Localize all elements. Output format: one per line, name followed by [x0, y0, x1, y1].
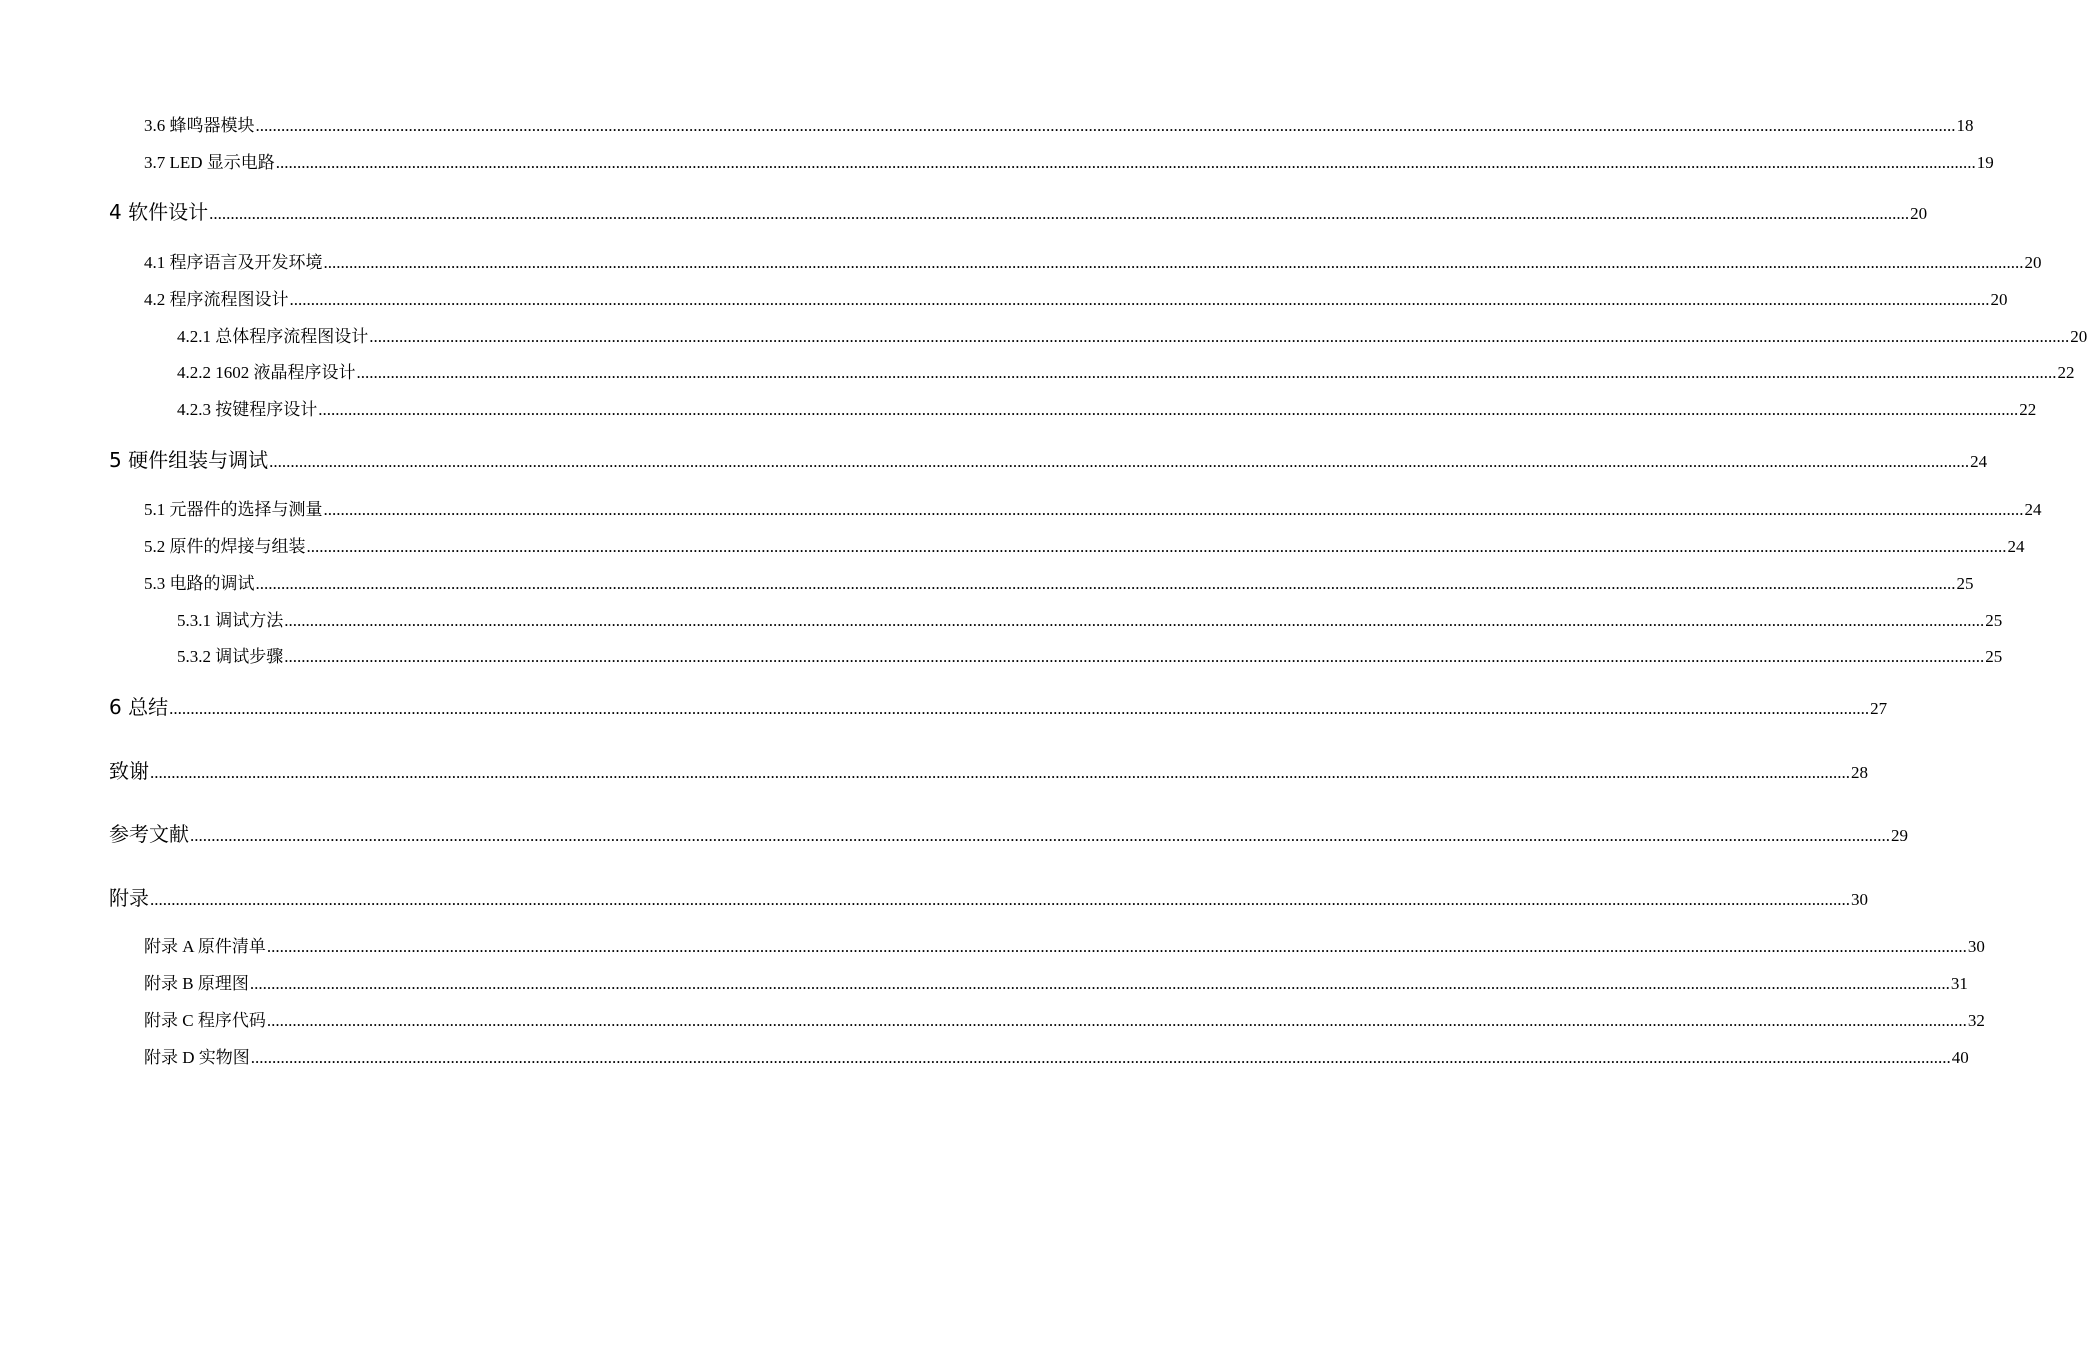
toc-entry-page: 25 — [1956, 574, 1974, 593]
dot-leader: ................................................................................................................................................................................................................................................................................................................................................................................................................ — [356, 363, 2057, 382]
toc-entry-label: 4.2.2 1602 液晶程序设计 — [177, 363, 356, 382]
toc-entry[interactable] — [0, 358, 2075, 383]
dot-leader: ................................................................................................................................................................................................................................................................................................................................................................................................................ — [150, 763, 1850, 782]
toc-entry-page: 27 — [1870, 699, 1888, 718]
toc-entry-page: 20 — [1910, 204, 1928, 223]
toc-entry[interactable] — [0, 755, 1868, 784]
dot-leader: ................................................................................................................................................................................................................................................................................................................................................................................................................ — [190, 826, 1890, 845]
toc-entry[interactable] — [0, 882, 1868, 911]
toc-entry-page: 19 — [1976, 153, 1994, 172]
toc-entry-label: 4 软件设计 — [109, 200, 209, 224]
dot-leader: ................................................................................................................................................................................................................................................................................................................................................................................................................ — [249, 974, 1950, 993]
toc-entry[interactable] — [0, 196, 1928, 225]
dot-leader: ................................................................................................................................................................................................................................................................................................................................................................................................................ — [269, 452, 1970, 471]
toc-entry[interactable] — [0, 148, 1994, 173]
toc-entry-page: 20 — [2024, 253, 2042, 272]
dot-leader: ................................................................................................................................................................................................................................................................................................................................................................................................................ — [266, 937, 1967, 956]
toc-entry-label: 参考文献 — [109, 822, 189, 846]
toc-entry-page: 32 — [1967, 1011, 1985, 1030]
toc-entry-label: 5.3.2 调试步骤 — [177, 647, 284, 666]
toc-entry-label: 附录 C 程序代码 — [144, 1011, 266, 1030]
toc-entry-label: 4.2.1 总体程序流程图设计 — [177, 327, 369, 346]
toc-entry-page: 31 — [1950, 974, 1968, 993]
toc-entry-page: 29 — [1891, 826, 1908, 845]
toc-entry[interactable] — [0, 1043, 1969, 1068]
toc-entry-label: 附录 — [109, 886, 149, 910]
toc-entry-label: 3.7 LED 显示电路 — [144, 153, 275, 172]
toc-entry-page: 24 — [2024, 500, 2042, 519]
toc-entry-label: 致谢 — [109, 759, 149, 783]
toc-entry-page: 24 — [2007, 537, 2025, 556]
toc-entry-page: 20 — [1990, 290, 2008, 309]
toc-entry[interactable] — [0, 1006, 1985, 1031]
toc-entry[interactable] — [0, 285, 2008, 310]
toc-entry[interactable] — [0, 248, 2042, 273]
dot-leader: ................................................................................................................................................................................................................................................................................................................................................................................................................ — [306, 537, 2007, 556]
toc-entry[interactable] — [0, 444, 1988, 473]
toc-entry[interactable] — [0, 642, 2003, 667]
toc-entry[interactable] — [0, 569, 1974, 594]
toc-entry-label: 3.6 蜂鸣器模块 — [144, 116, 255, 135]
toc-entry-label: 5.1 元器件的选择与测量 — [144, 500, 323, 519]
toc-entry-label: 5.3 电路的调试 — [144, 574, 255, 593]
toc-entry[interactable] — [0, 606, 2003, 631]
dot-leader: ................................................................................................................................................................................................................................................................................................................................................................................................................ — [150, 890, 1850, 909]
toc-entry-page: 18 — [1956, 116, 1974, 135]
dot-leader: ................................................................................................................................................................................................................................................................................................................................................................................................................ — [255, 574, 1956, 593]
toc-entry-page: 25 — [1985, 611, 2003, 630]
toc-entry[interactable] — [0, 322, 2087, 347]
toc-entry-label: 5 硬件组装与调试 — [109, 448, 269, 472]
dot-leader: ................................................................................................................................................................................................................................................................................................................................................................................................................ — [169, 699, 1870, 718]
dot-leader: ................................................................................................................................................................................................................................................................................................................................................................................................................ — [318, 400, 2019, 419]
toc-entry[interactable] — [0, 818, 1908, 847]
toc-entry-page: 28 — [1851, 763, 1868, 782]
dot-leader: ................................................................................................................................................................................................................................................................................................................................................................................................................ — [250, 1048, 1951, 1067]
toc-entry-page: 30 — [1851, 890, 1868, 909]
toc-entry-page: 22 — [2019, 400, 2037, 419]
toc-entry-label: 4.1 程序语言及开发环境 — [144, 253, 323, 272]
toc-entry-label: 5.2 原件的焊接与组装 — [144, 537, 306, 556]
toc-entry-label: 4.2 程序流程图设计 — [144, 290, 289, 309]
toc-entry-label: 附录 B 原理图 — [144, 974, 249, 993]
dot-leader: ................................................................................................................................................................................................................................................................................................................................................................................................................ — [275, 153, 1976, 172]
dot-leader: ................................................................................................................................................................................................................................................................................................................................................................................................................ — [255, 116, 1956, 135]
toc-entry[interactable] — [0, 395, 2037, 420]
toc-entry[interactable] — [0, 691, 1888, 720]
toc-entry-label: 附录 A 原件清单 — [144, 937, 266, 956]
dot-leader: ................................................................................................................................................................................................................................................................................................................................................................................................................ — [323, 500, 2024, 519]
toc-entry-page: 40 — [1951, 1048, 1969, 1067]
toc-entry-label: 5.3.1 调试方法 — [177, 611, 284, 630]
toc-entry-page: 30 — [1967, 937, 1985, 956]
toc-entry-label: 附录 D 实物图 — [144, 1048, 250, 1067]
toc-entry[interactable] — [0, 532, 2025, 557]
toc-entry[interactable] — [0, 495, 2042, 520]
dot-leader: ................................................................................................................................................................................................................................................................................................................................................................................................................ — [369, 327, 2070, 346]
toc-entry-page: 22 — [2057, 363, 2075, 382]
toc-entry-page: 25 — [1985, 647, 2003, 666]
dot-leader: ................................................................................................................................................................................................................................................................................................................................................................................................................ — [209, 204, 1910, 223]
dot-leader: ................................................................................................................................................................................................................................................................................................................................................................................................................ — [266, 1011, 1967, 1030]
dot-leader: ................................................................................................................................................................................................................................................................................................................................................................................................................ — [284, 647, 1985, 666]
toc-entry-page: 20 — [2070, 327, 2087, 346]
dot-leader: ................................................................................................................................................................................................................................................................................................................................................................................................................ — [289, 290, 1990, 309]
toc-entry-label: 4.2.3 按键程序设计 — [177, 400, 318, 419]
toc-entry-page: 24 — [1970, 452, 1988, 471]
toc-entry[interactable] — [0, 111, 1974, 136]
toc-entry[interactable] — [0, 969, 1968, 994]
toc-entry-label: 6 总结 — [109, 695, 169, 719]
dot-leader: ................................................................................................................................................................................................................................................................................................................................................................................................................ — [284, 611, 1985, 630]
dot-leader: ................................................................................................................................................................................................................................................................................................................................................................................................................ — [323, 253, 2024, 272]
toc-entry[interactable] — [0, 932, 1985, 957]
